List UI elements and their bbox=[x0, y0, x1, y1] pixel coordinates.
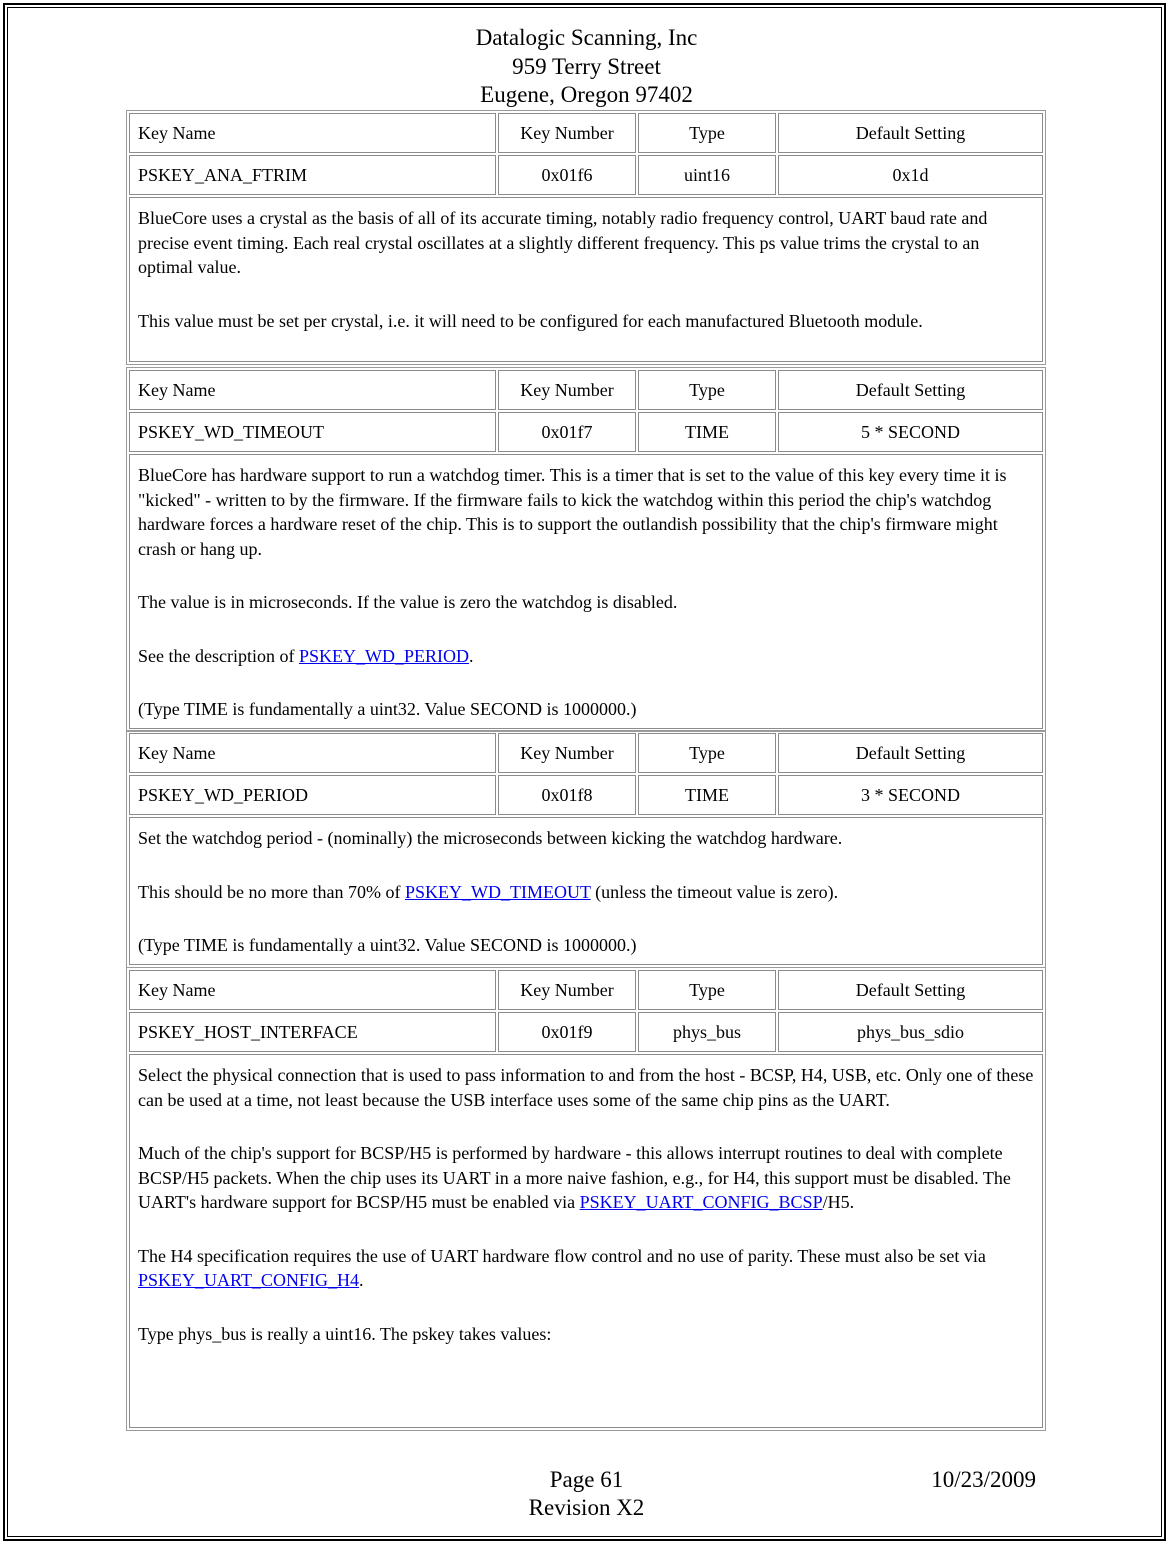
table-row bbox=[129, 1012, 1043, 1052]
default-setting-value: phys_bus_sdio bbox=[778, 1012, 1043, 1052]
link-pskey-wd-period[interactable]: PSKEY_WD_PERIOD bbox=[298, 645, 469, 666]
key-name-value: PSKEY_ANA_FTRIM bbox=[129, 155, 496, 195]
description-paragraph bbox=[138, 1141, 1034, 1215]
table-header-row bbox=[129, 113, 1043, 153]
header-default-setting: Default Setting bbox=[778, 970, 1043, 1010]
description-text: The H4 specification requires the use of UART hardware flow control and no use of parity. These must also be set via bbox=[138, 1245, 986, 1266]
key-description bbox=[129, 817, 1043, 965]
pskey-table-ana-ftrim bbox=[126, 110, 1046, 365]
table-row bbox=[129, 155, 1043, 195]
description-paragraph bbox=[138, 1244, 1034, 1293]
description-text: (unless the timeout value is zero). bbox=[590, 881, 839, 902]
description-row bbox=[129, 817, 1043, 965]
description-paragraph: The value is in microseconds. If the value is zero the watchdog is disabled. bbox=[138, 592, 678, 612]
document-date: 10/23/2009 bbox=[931, 1467, 1036, 1492]
table-header-row bbox=[129, 733, 1043, 773]
description-paragraph bbox=[138, 644, 1034, 669]
description-text: . bbox=[468, 645, 474, 666]
header-key-number: Key Number bbox=[498, 970, 636, 1010]
description-paragraph: (Type TIME is fundamentally a uint32. Value SECOND is 1000000.) bbox=[138, 699, 637, 719]
header-type: Type bbox=[638, 733, 776, 773]
header-key-name: Key Name bbox=[129, 970, 496, 1010]
default-setting-value: 3 * SECOND bbox=[778, 775, 1043, 815]
key-description bbox=[129, 454, 1043, 729]
header-type: Type bbox=[638, 370, 776, 410]
description-text: This should be no more than 70% of bbox=[138, 881, 405, 902]
description-paragraph: (Type TIME is fundamentally a uint32. Value SECOND is 1000000.) bbox=[138, 935, 637, 955]
pskey-table-wd-period bbox=[126, 730, 1046, 968]
header-default-setting: Default Setting bbox=[778, 733, 1043, 773]
header-default-setting: Default Setting bbox=[778, 370, 1043, 410]
header-default-setting: Default Setting bbox=[778, 113, 1043, 153]
link-pskey-uart-config-bcsp[interactable]: PSKEY_UART_CONFIG_BCSP bbox=[579, 1192, 823, 1212]
type-value: TIME bbox=[638, 412, 776, 452]
key-name-value: PSKEY_WD_PERIOD bbox=[129, 775, 496, 815]
type-value: TIME bbox=[638, 775, 776, 815]
header-type: Type bbox=[638, 113, 776, 153]
description-paragraph: Set the watchdog period - (nominally) the microseconds between kicking the watchdog hardware. bbox=[138, 828, 843, 848]
default-setting-value: 5 * SECOND bbox=[778, 412, 1043, 452]
description-row bbox=[129, 1054, 1043, 1428]
company-city: Eugene, Oregon 97402 bbox=[480, 82, 693, 107]
header-key-name: Key Name bbox=[129, 370, 496, 410]
header-key-number: Key Number bbox=[498, 733, 636, 773]
header-key-number: Key Number bbox=[498, 370, 636, 410]
description-text: Much of the chip's support for BCSP/H5 is performed by hardware - this allows interrupt routines to deal with complete BCSP/H5 packets. When the chip uses its UART in a more naive fashion, e.g., for H4, this support must be disabled. The UART's hardware support for BCSP/H5 must be enabled via bbox=[138, 1143, 1011, 1212]
company-name: Datalogic Scanning, Inc bbox=[475, 25, 698, 50]
header-type: Type bbox=[638, 970, 776, 1010]
header-key-name: Key Name bbox=[129, 113, 496, 153]
revision: Revision X2 bbox=[528, 1495, 645, 1520]
pskey-table-host-interface bbox=[126, 967, 1046, 1431]
key-name-value: PSKEY_HOST_INTERFACE bbox=[129, 1012, 496, 1052]
key-number-value: 0x01f8 bbox=[498, 775, 636, 815]
pskey-table-wd-timeout bbox=[126, 367, 1046, 732]
description-paragraph: Select the physical connection that is used to pass information to and from the host - BCSP, H4, USB, etc. Only one of these can be used at a time, not least because the USB interface uses some of the same chip pins as the UART. bbox=[138, 1065, 1034, 1110]
key-name-value: PSKEY_WD_TIMEOUT bbox=[129, 412, 496, 452]
page-number: Page 61 bbox=[549, 1467, 624, 1492]
table-header-row bbox=[129, 370, 1043, 410]
table-row bbox=[129, 412, 1043, 452]
table-row bbox=[129, 775, 1043, 815]
description-text: /H5. bbox=[822, 1192, 855, 1212]
header-key-name: Key Name bbox=[129, 733, 496, 773]
description-row bbox=[129, 454, 1043, 729]
description-paragraph: BlueCore uses a crystal as the basis of all of its accurate timing, notably radio frequency control, UART baud rate and precise event timing. Each real crystal oscillates at a slightly different frequency. This ps value trims the crystal to an optimal value. bbox=[138, 208, 988, 277]
description-text: . bbox=[358, 1270, 364, 1290]
description-row bbox=[129, 197, 1043, 362]
link-pskey-wd-timeout[interactable]: PSKEY_WD_TIMEOUT bbox=[404, 881, 591, 902]
description-paragraph bbox=[138, 880, 1034, 905]
description-paragraph: Type phys_bus is really a uint16. The pskey takes values: bbox=[138, 1323, 552, 1344]
link-pskey-uart-config-h4[interactable]: PSKEY_UART_CONFIG_H4 bbox=[138, 1270, 359, 1290]
type-value: uint16 bbox=[638, 155, 776, 195]
description-paragraph: This value must be set per crystal, i.e. it will need to be configured for each manufactured Bluetooth module. bbox=[138, 310, 923, 331]
key-number-value: 0x01f9 bbox=[498, 1012, 636, 1052]
table-header-row bbox=[129, 970, 1043, 1010]
company-street: 959 Terry Street bbox=[512, 53, 661, 79]
document-header bbox=[0, 24, 1173, 110]
key-description bbox=[129, 197, 1043, 362]
description-paragraph: BlueCore has hardware support to run a watchdog timer. This is a timer that is set to the value of this key every time it is "kicked" - written to by the firmware. If the firmware fails to kick the watchdog within this period the chip's watchdog hardware forces a hardware reset of the chip. This is to support the outlandish possibility that the chip's firmware might crash or hang up. bbox=[138, 465, 1007, 559]
type-value: phys_bus bbox=[638, 1012, 776, 1052]
header-key-number: Key Number bbox=[498, 113, 636, 153]
key-number-value: 0x01f7 bbox=[498, 412, 636, 452]
default-setting-value: 0x1d bbox=[778, 155, 1043, 195]
key-description bbox=[129, 1054, 1043, 1428]
key-number-value: 0x01f6 bbox=[498, 155, 636, 195]
description-text: See the description of bbox=[138, 645, 299, 666]
